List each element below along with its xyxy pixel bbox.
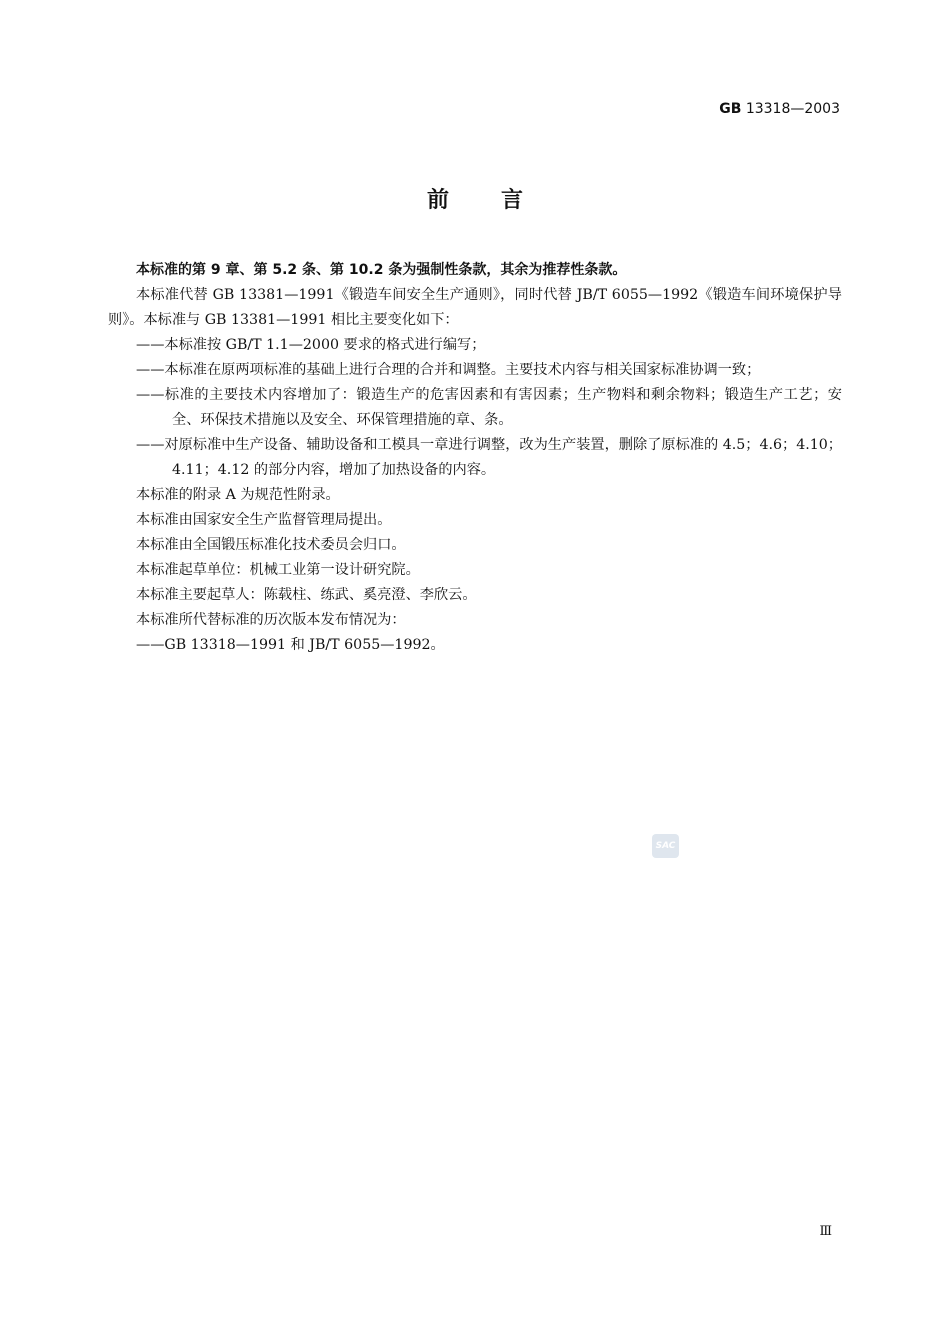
mandatory-clause-statement: 本标准的第 9 章、第 5.2 条、第 10.2 条为强制性条款，其余为推荐性条款。 <box>136 262 627 278</box>
standard-number: 13318—2003 <box>745 101 840 117</box>
standard-prefix: GB <box>719 101 742 117</box>
change-item: ——本标准在原两项标准的基础上进行合理的合并和调整。主要技术内容与相关国家标准协调一致； <box>136 362 761 378</box>
info-line: 本标准由国家安全生产监督管理局提出。 <box>136 512 392 528</box>
foreword-body <box>108 258 842 658</box>
info-line: 本标准所代替标准的历次版本发布情况为： <box>136 612 406 628</box>
history-line: ——GB 13318—1991 和 JB/T 6055—1992。 <box>136 637 445 653</box>
sac-watermark-logo: SAC <box>652 834 679 858</box>
info-line: 本标准主要起草人：陈载柱、练武、奚亮澄、李欣云。 <box>136 587 477 603</box>
info-line: 本标准由全国锻压标准化技术委员会归口。 <box>136 537 406 553</box>
change-item: ——标准的主要技术内容增加了：锻造生产的危害因素和有害因素；生产物料和剩余物料；锻造生产工艺；安全、环保技术措施以及安全、环保管理措施的章、条。 <box>136 387 842 428</box>
change-item: ——对原标准中生产设备、辅助设备和工模具一章进行调整，改为生产装置，删除了原标准的 4.5；4.6；4.10；4.11；4.12 的部分内容，增加了加热设备的内容。 <box>136 437 842 478</box>
change-item: ——本标准按 GB/T 1.1—2000 要求的格式进行编写； <box>136 337 486 353</box>
info-line: 本标准起草单位：机械工业第一设计研究院。 <box>136 562 420 578</box>
info-line: 本标准的附录 A 为规范性附录。 <box>136 487 340 503</box>
standard-code <box>719 101 840 117</box>
replacement-statement: 本标准代替 GB 13381—1991《锻造车间安全生产通则》，同时代替 JB/T 6055—1992《锻造车间环境保护导则》。本标准与 GB 13381—1991 相比主要变化如下： <box>108 287 842 328</box>
page-title: 前言 <box>426 188 575 213</box>
page-number: Ⅲ <box>819 1224 832 1239</box>
